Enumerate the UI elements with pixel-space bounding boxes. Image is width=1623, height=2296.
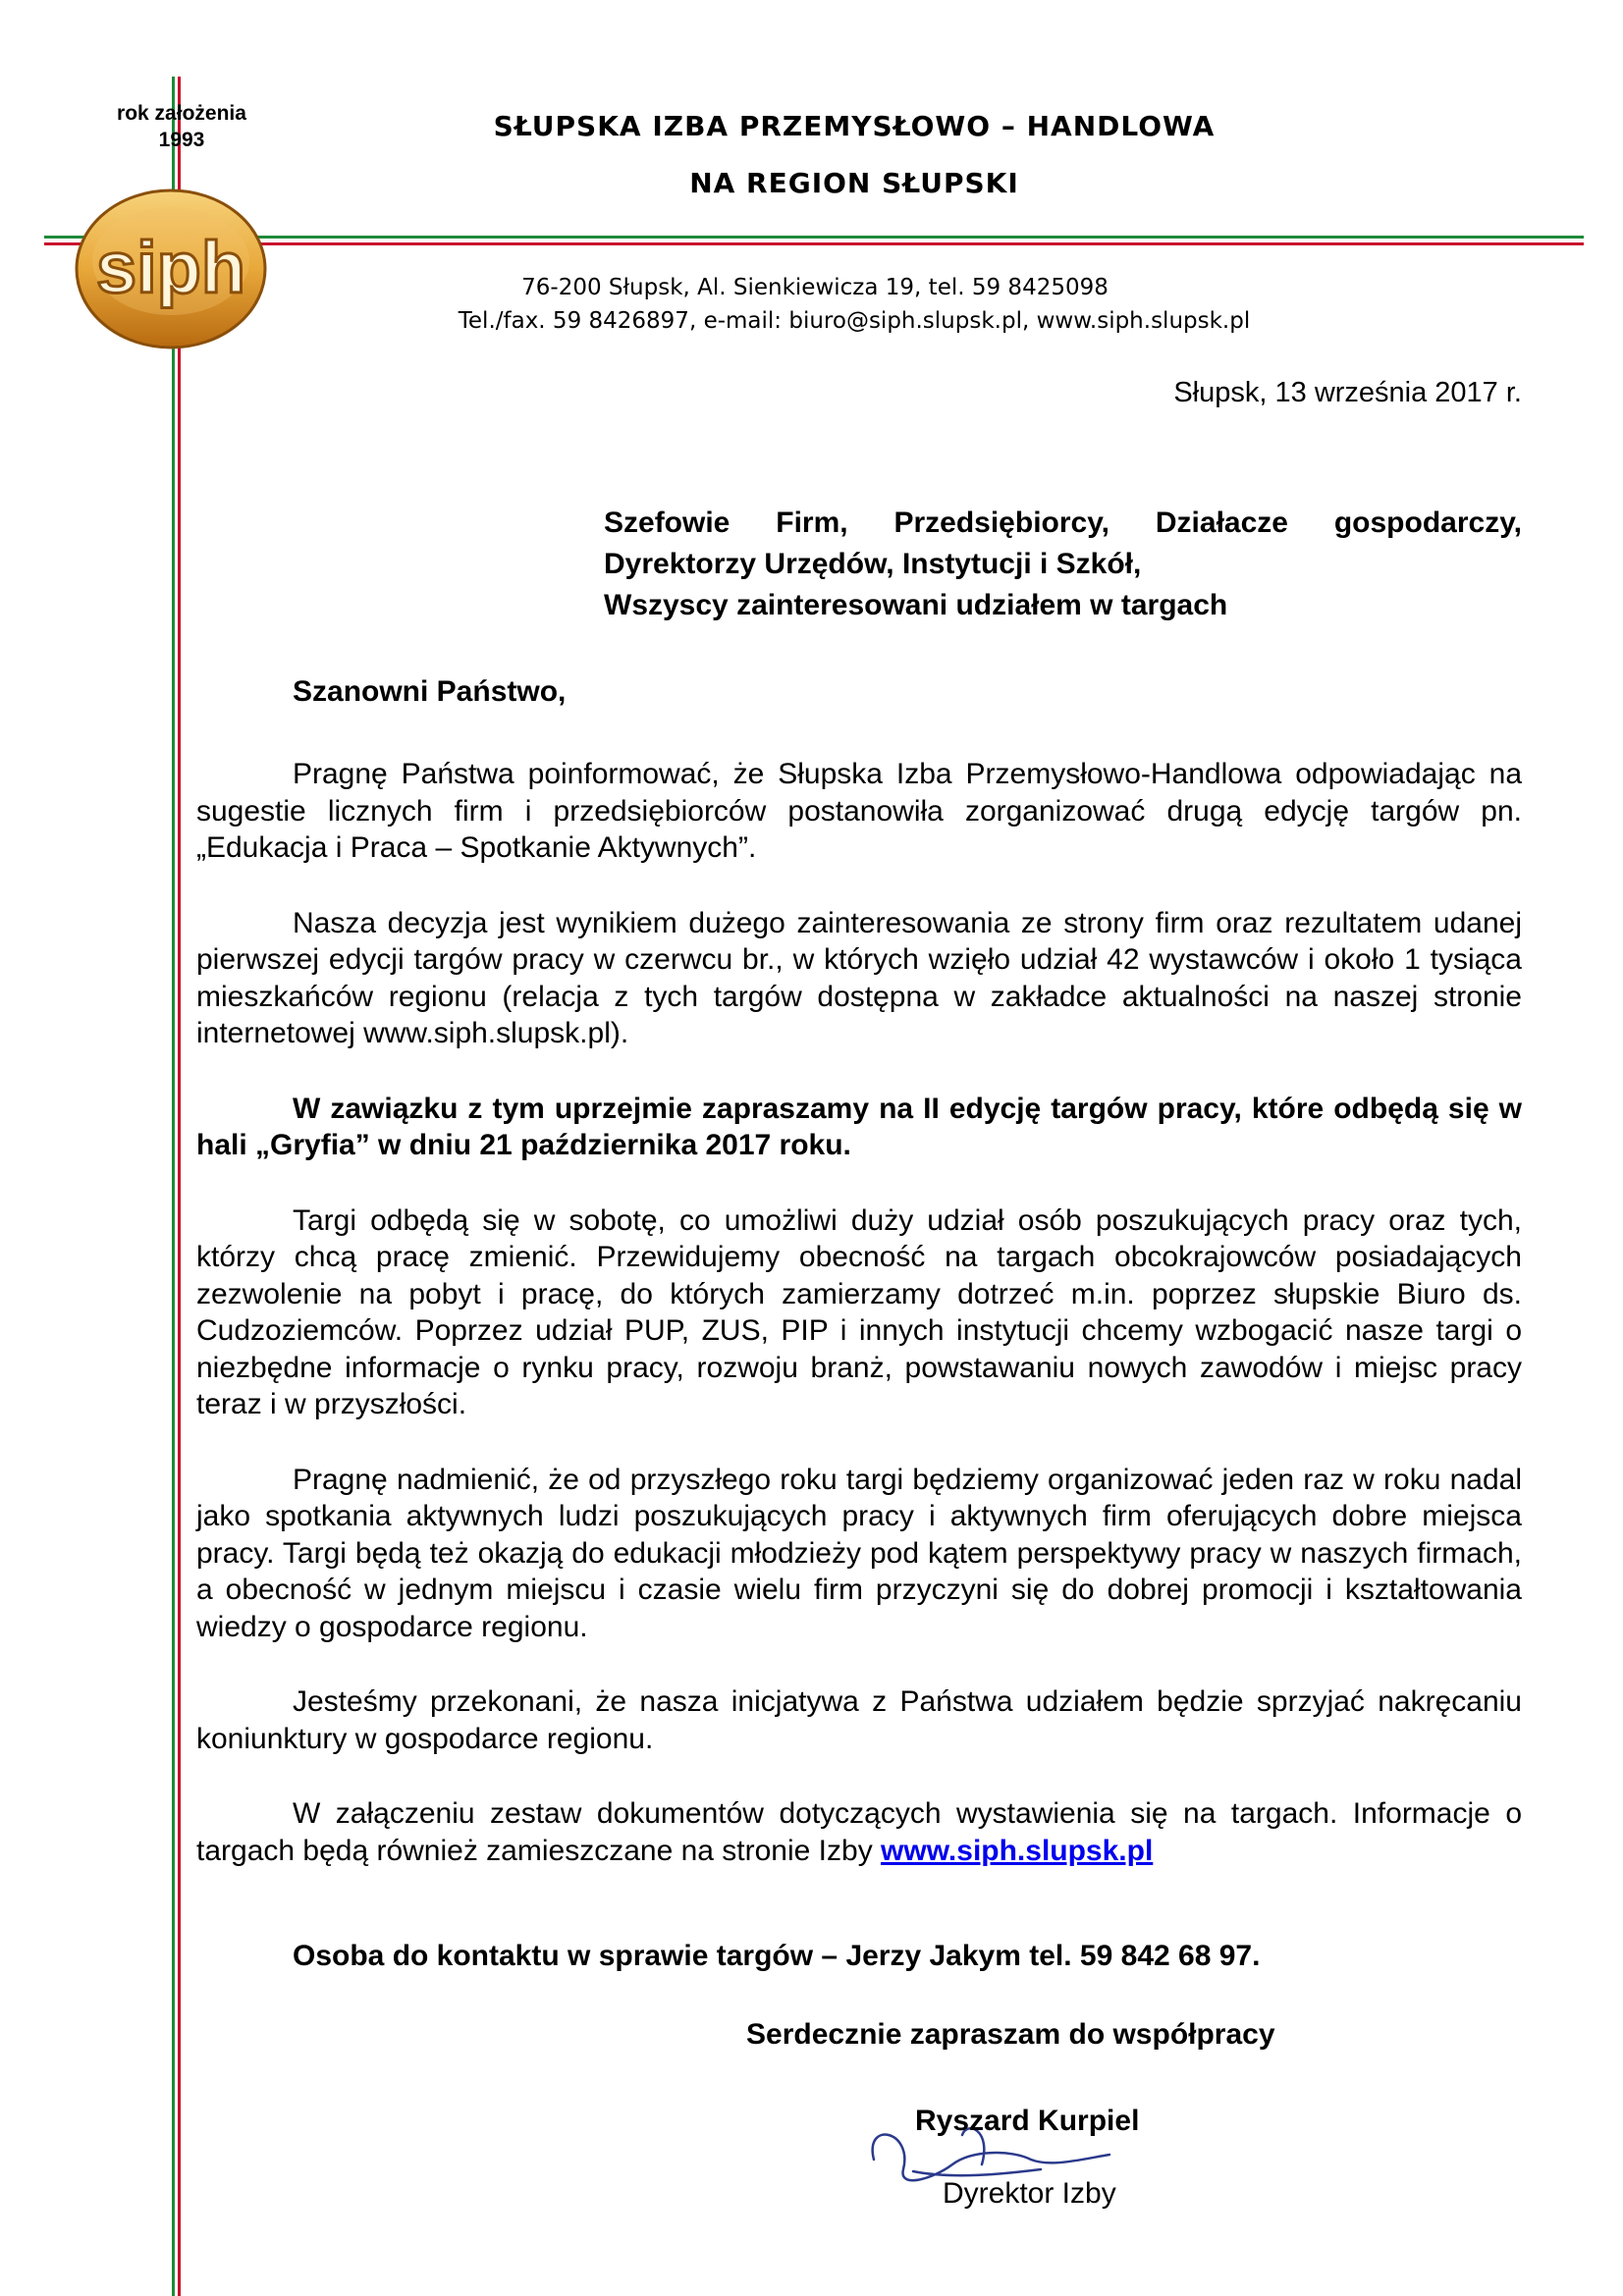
- attachments-text: W załączeniu zestaw dokumentów dotyczących wystawienia się na targach. Informacje o targach będą również zamieszczane na stronie Izby: [196, 1797, 1522, 1867]
- recipients-block: [604, 503, 1522, 626]
- contact-line: Osoba do kontaktu w sprawie targów – Jerzy Jakym tel. 59 842 68 97.: [293, 1940, 1261, 1972]
- header-green-rule: [44, 236, 1584, 239]
- founded-badge: [93, 100, 270, 153]
- letter-body: [196, 756, 1522, 1907]
- recipient-line: Dyrektorzy Urzędów, Instytucji i Szkół,: [604, 548, 1142, 580]
- siph-logo: [75, 183, 267, 349]
- recipient-line: Wszyscy zainteresowani udziałem w targach: [604, 589, 1228, 621]
- recipient-line: Szefowie Firm, Przedsiębiorcy, Działacze gospodarczy,: [604, 507, 1522, 539]
- closing-line: Serdecznie zapraszam do współpracy: [746, 2018, 1275, 2051]
- website-link[interactable]: www.siph.slupsk.pl: [881, 1834, 1154, 1867]
- address-line1: 76-200 Słupsk, Al. Sienkiewicza 19, tel. 59 8425098: [521, 275, 1109, 300]
- salutation: Szanowni Państwo,: [293, 675, 567, 708]
- signer-position: Dyrektor Izby: [943, 2177, 1116, 2210]
- paragraph: Nasza decyzja jest wynikiem dużego zainteresowania ze strony firm oraz rezultatem udanej pierwszej edycji targów pracy w czerwcu br., w których wzięło udział 42 wystawców i około 1 tysiąca mieszkańców regionu (relacja z tych targów dostępna w zakładce aktualności na naszej stronie internetowej www.siph.slupsk.pl).: [196, 906, 1522, 1049]
- paragraph: Targi odbędą się w sobotę, co umożliwi duży udział osób poszukujących pracy oraz tych, którzy chcą pracę zmienić. Przewidujemy obecność na targach obcokrajowców posiadających zezwolenie na pobyt i pracę, do których zamierzamy dotrzeć m.in. poprzez słupskie Biuro ds. Cudzoziemców. Poprzez udział PUP, ZUS, PIP i innych instytucji chcemy wzbogacić nasze targi o niezbędne informacje o rynku pracy, rozwoju branż, powstawaniu nowych zawodów i miejsc pracy teraz i w przyszłości.: [196, 1203, 1522, 1420]
- paragraph-attachments: [196, 1795, 1522, 1869]
- signer-name: Ryszard Kurpiel: [915, 2105, 1140, 2137]
- paragraph: Pragnę Państwa poinformować, że Słupska Izba Przemysłowo-Handlowa odpowiadając na sugestie licznych firm i przedsiębiorców postanowiła zorganizować drugą edycję targów pn. „Edukacja i Praca – Spotkanie Aktywnych”.: [196, 758, 1522, 864]
- org-name-line2: NA REGION SŁUPSKI: [689, 167, 1019, 199]
- paragraph: Pragnę nadmienić, że od przyszłego roku targi będziemy organizować jeden raz w roku nadal jako spotkania aktywnych ludzi poszukujących pracy i aktywnych firm oferujących dobre miejsca pracy. Targi będą też okazją do edukacji młodzieży pod kątem perspektywy pracy w naszych firmach, a obecność w jednym miejscu i czasie wielu firm przyczyni się do dobrej promocji i kształtowania wiedzy o gospodarce regionu.: [196, 1463, 1522, 1643]
- logo-text: siph: [95, 227, 246, 308]
- founded-year: 1993: [158, 129, 205, 151]
- founded-label: rok założenia: [117, 102, 246, 125]
- org-name-line1: SŁUPSKA IZBA PRZEMYSŁOWO – HANDLOWA: [493, 110, 1216, 142]
- header-red-rule: [44, 242, 1584, 245]
- letter-date: Słupsk, 13 września 2017 r.: [1173, 377, 1522, 408]
- paragraph-invitation: W zawiązku z tym uprzejmie zapraszamy na II edycję targów pracy, które odbędą się w hali „Gryfia” w dniu 21 października 2017 roku.: [196, 1092, 1522, 1161]
- paragraph: Jesteśmy przekonani, że nasza inicjatywa z Państwa udziałem będzie sprzyjać nakręcaniu koniunktury w gospodarce regionu.: [196, 1685, 1522, 1755]
- left-red-stripe: [178, 77, 181, 2296]
- address-line2: Tel./fax. 59 8426897, e-mail: biuro@siph.slupsk.pl, www.siph.slupsk.pl: [458, 308, 1251, 334]
